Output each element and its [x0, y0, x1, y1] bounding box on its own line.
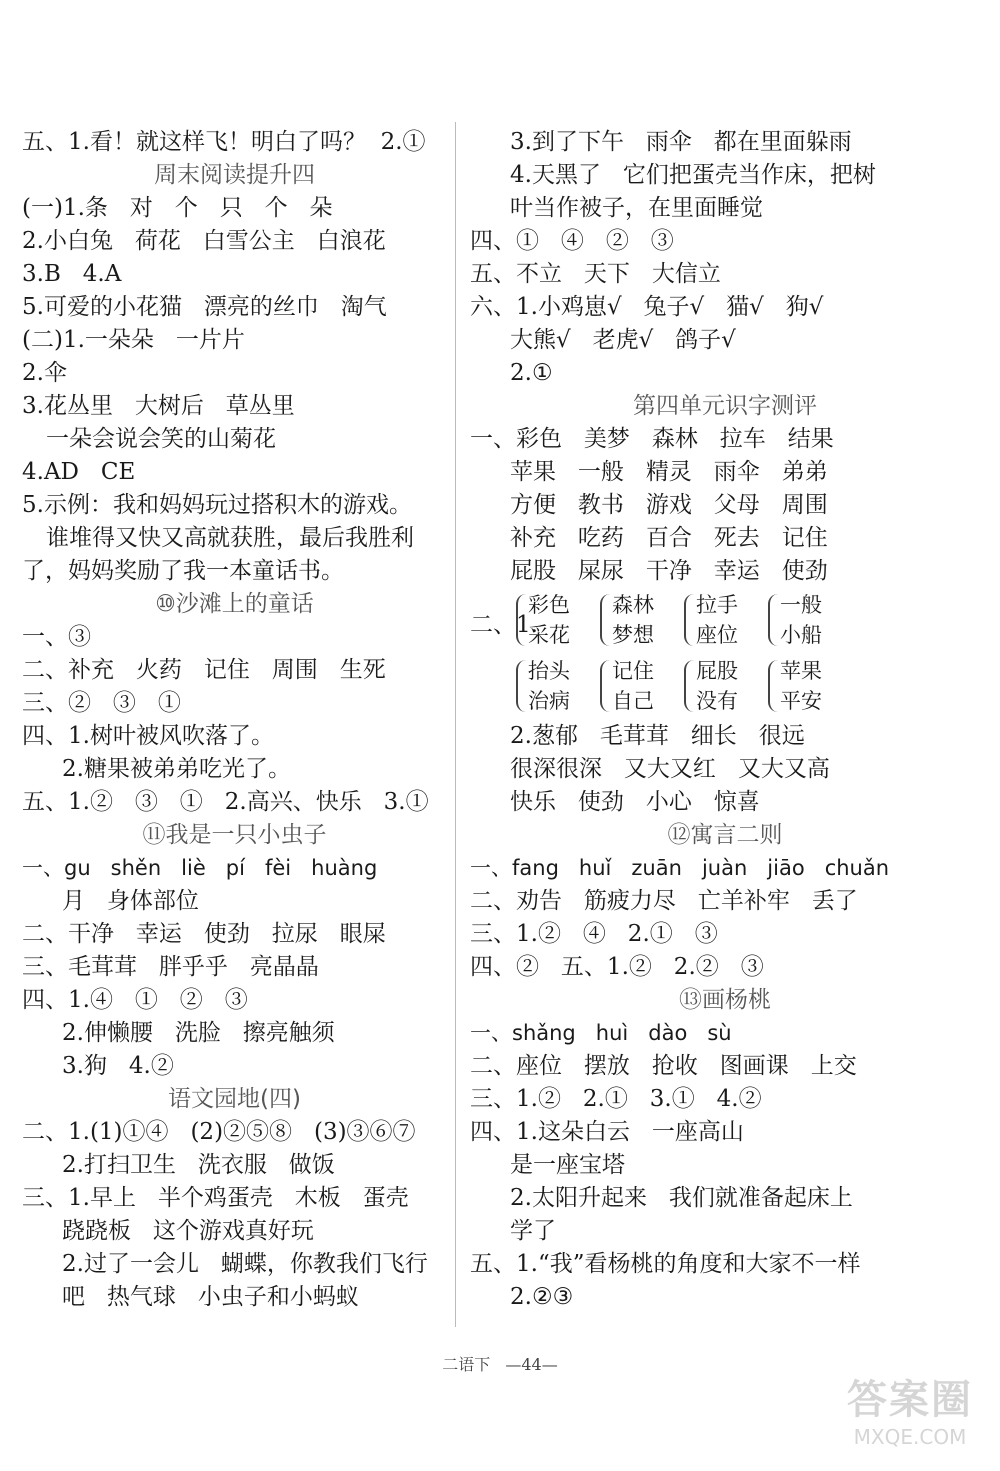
answer-line: 2.过了一会儿 蝴蝶，你教我们飞行: [62, 1251, 428, 1277]
brace-word: 梦想: [612, 623, 654, 647]
answer-line: 跷跷板 这个游戏真好玩: [62, 1218, 314, 1244]
answer-line: 一朵会说会笑的山菊花: [46, 426, 276, 452]
answer-line: (二)1.一朵朵 一片片: [22, 327, 245, 353]
answer-line: 四、1.这朵白云 一座高山: [470, 1119, 744, 1145]
brace-word: 自己: [612, 689, 654, 713]
answer-line: 一、彩色 美梦 森林 拉车 结果: [470, 426, 834, 452]
answer-line: 学了: [510, 1218, 556, 1244]
answer-line: 三、1.② ④ 2.① ③: [470, 921, 718, 947]
answer-line: 2.葱郁 毛茸茸 细长 很远: [510, 723, 805, 749]
answer-line: 很深很深 又大又红 又大又高: [510, 756, 830, 782]
section-heading: ⑬画杨桃: [679, 987, 771, 1013]
answer-line: 四、① ④ ② ③: [470, 228, 674, 254]
answer-line: 二、干净 幸运 使劲 拉尿 眼屎: [22, 921, 386, 947]
answer-line: 补充 吃药 百合 死去 记住: [510, 525, 828, 551]
answer-line: 2.伞: [22, 360, 67, 386]
answer-line: 三、毛茸茸 胖乎乎 亮晶晶: [22, 954, 319, 980]
answer-line: 方便 教书 游戏 父母 周围: [510, 492, 828, 518]
answer-line: (一)1.条 对 个 只 个 朵: [22, 195, 333, 221]
section-heading: 周末阅读提升四: [154, 162, 315, 188]
brace-word: 记住: [612, 659, 654, 683]
answer-line: 3.花丛里 大树后 草丛里: [22, 393, 295, 419]
answer-line: 五、1.② ③ ① 2.高兴、快乐 3.①: [22, 789, 429, 815]
section-heading: 第四单元识字测评: [633, 393, 817, 419]
answer-line: 一、gu shěn liè pí fèi huàng: [22, 856, 378, 880]
brace-word: 平安: [780, 689, 822, 713]
brace-word: 彩色: [528, 593, 570, 617]
answer-line: 五、1.“我”看杨桃的角度和大家不一样: [470, 1251, 861, 1277]
brace-icon: [516, 594, 526, 646]
watermark-text: 答案圈: [847, 1377, 973, 1423]
brace-word: 拉手: [696, 593, 738, 617]
brace-pair: [684, 590, 770, 650]
answer-line: 大熊√ 老虎√ 鸽子√: [510, 327, 736, 353]
column-divider: [455, 122, 456, 1327]
answer-line: 一、③: [22, 624, 91, 650]
answer-line: 3.到了下午 雨伞 都在里面躲雨: [510, 129, 852, 155]
right-top-block: [470, 126, 980, 588]
answer-line: 吧 热气球 小虫子和小蚂蚁: [62, 1284, 359, 1310]
left-column: [22, 126, 447, 1314]
answer-line: 屁股 屎尿 干净 幸运 使劲: [510, 558, 828, 584]
brace-word: 屁股: [696, 659, 738, 683]
answer-line: 一、shǎng huì dào sù: [470, 1021, 732, 1045]
section-heading: 语文园地(四): [168, 1086, 301, 1112]
brace-word: 苹果: [780, 659, 822, 683]
watermark-logo: [840, 1368, 980, 1449]
brace-pair: [516, 590, 602, 650]
answer-line: 三、② ③ ①: [22, 690, 181, 716]
watermark-url: MXQE.COM: [853, 1425, 967, 1449]
answer-line: 2.打扫卫生 洗衣服 做饭: [62, 1152, 335, 1178]
answer-line: 谁堆得又快又高就获胜，最后我胜利: [46, 525, 414, 551]
answer-line: 五、1.看！就这样飞！明白了吗？ 2.①: [22, 129, 426, 155]
answer-line: 五、不立 天下 大信立: [470, 261, 721, 287]
answer-line: 叶当作被子，在里面睡觉: [510, 195, 763, 221]
section-heading: ⑩沙滩上的童话: [155, 591, 314, 617]
answer-line: 四、1.树叶被风吹落了。: [22, 723, 274, 749]
answer-line: 苹果 一般 精灵 雨伞 弟弟: [510, 459, 828, 485]
answer-line: 2.小白兔 荷花 白雪公主 白浪花: [22, 228, 386, 254]
answer-line: 2.伸懒腰 洗脸 擦亮触须: [62, 1020, 335, 1046]
answer-line: 二、补充 火药 记住 周围 生死: [22, 657, 386, 683]
answer-line: 六、1.小鸡崽√ 兔子√ 猫√ 狗√: [470, 294, 824, 320]
brace-pair: [684, 656, 770, 716]
right-column: [470, 126, 980, 1314]
answer-line: 2.糖果被弟弟吃光了。: [62, 756, 291, 782]
answer-line: 3.B 4.A: [22, 261, 122, 287]
brace-icon: [768, 660, 778, 712]
answer-line: 5.示例：我和妈妈玩过搭积木的游戏。: [22, 492, 412, 518]
answer-line: 4.天黑了 它们把蛋壳当作床，把树: [510, 162, 876, 188]
brace-word: 没有: [696, 689, 738, 713]
brace-word: 治病: [528, 689, 570, 713]
brace-pair: [768, 590, 854, 650]
answer-line: 三、1.早上 半个鸡蛋壳 木板 蛋壳: [22, 1185, 409, 1211]
answer-line: 四、1.④ ① ② ③: [22, 987, 248, 1013]
answer-line: 三、1.② 2.① 3.① 4.②: [470, 1086, 762, 1112]
answer-line: 一、fang huǐ zuān juàn jiāo chuǎn: [470, 856, 890, 880]
right-bottom-block: [470, 720, 980, 1314]
answer-line: 2.太阳升起来 我们就准备起床上: [510, 1185, 853, 1211]
brace-icon: [684, 660, 694, 712]
brace-icon: [600, 660, 610, 712]
answer-line: 3.狗 4.②: [62, 1053, 174, 1079]
brace-icon: [600, 594, 610, 646]
answer-line: 月 身体部位: [62, 888, 199, 914]
footer-label: 二语下: [442, 1355, 491, 1374]
answer-line: 四、② 五、1.② 2.② ③: [470, 954, 764, 980]
answer-line: 二、座位 摆放 抢收 图画课 上交: [470, 1053, 857, 1079]
answer-line: 了，妈妈奖励了我一本童话书。: [22, 558, 344, 584]
brace-word: 小船: [780, 623, 822, 647]
brace-pair: [600, 590, 686, 650]
brace-word: 森林: [612, 593, 654, 617]
brace-icon: [684, 594, 694, 646]
answer-line: 快乐 使劲 小心 惊喜: [510, 789, 760, 815]
brace-word: 采花: [528, 623, 570, 647]
brace-lead: 二、1.: [470, 612, 538, 638]
answer-line: 5.可爱的小花猫 漂亮的丝巾 淘气: [22, 294, 387, 320]
answer-line: 2.①: [510, 360, 553, 386]
answer-line: 2.②③: [510, 1284, 574, 1310]
answer-line: 4.AD CE: [22, 459, 136, 485]
brace-pair: [768, 656, 854, 716]
brace-exercise: [470, 588, 980, 720]
answer-line: 二、劝告 筋疲力尽 亡羊补牢 丢了: [470, 888, 858, 914]
brace-word: 抬头: [528, 659, 570, 683]
brace-icon: [768, 594, 778, 646]
page-number: —44—: [505, 1355, 558, 1374]
section-heading: ⑪我是一只小虫子: [142, 822, 327, 848]
brace-pair: [516, 656, 602, 716]
brace-icon: [516, 660, 526, 712]
answer-line: 是一座宝塔: [510, 1152, 625, 1178]
answer-line: 二、1.(1)①④ (2)②⑤⑧ (3)③⑥⑦: [22, 1119, 416, 1145]
section-heading: ⑫寓言二则: [667, 822, 783, 848]
brace-pair: [600, 656, 686, 716]
brace-word: 一般: [780, 593, 822, 617]
brace-word: 座位: [696, 623, 738, 647]
